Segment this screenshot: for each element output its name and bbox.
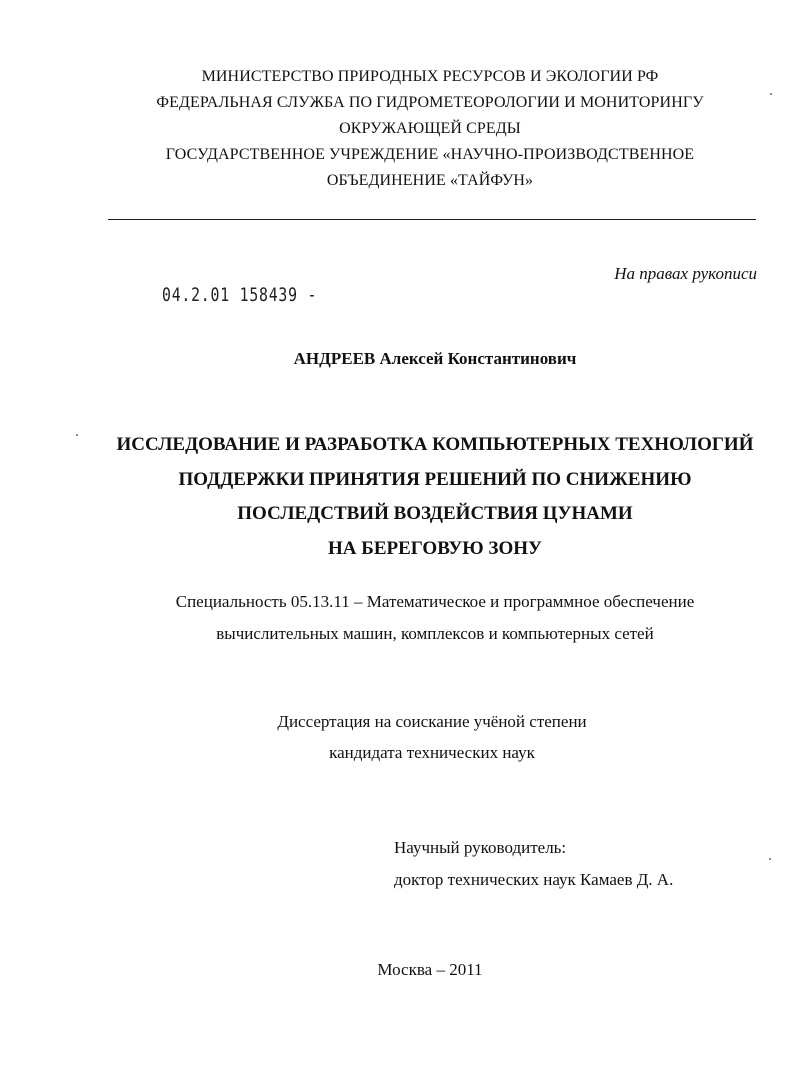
specialty (100, 586, 770, 650)
scan-speck (76, 434, 78, 436)
header-divider (108, 219, 756, 220)
org-line: ОБЪЕДИНЕНИЕ «ТАЙФУН» (326, 172, 534, 189)
title-line: НА БЕРЕГОВУЮ ЗОНУ (328, 537, 542, 559)
degree-statement (140, 706, 724, 768)
supervisor-block (394, 832, 673, 896)
specialty-line: вычислительных машин, комплексов и компьютерных сетей (216, 624, 654, 643)
scan-speck (770, 93, 772, 95)
supervisor-label: Научный руководитель: (394, 838, 567, 857)
author-name: АНДРЕЕВ Алексей Константинович (293, 349, 577, 368)
degree-line: Диссертация на соискание учёной степени (277, 712, 587, 731)
title-line: ИССЛЕДОВАНИЕ И РАЗРАБОТКА КОМПЬЮТЕРНЫХ ТЕХНОЛОГИЙ (116, 434, 754, 455)
degree-line: кандидата технических наук (329, 743, 535, 762)
registration-stamp: 04.2.01 158439 - (162, 284, 318, 306)
org-line: МИНИСТЕРСТВО ПРИРОДНЫХ РЕСУРСОВ И ЭКОЛОГИИ РФ (201, 68, 659, 85)
specialty-line: Специальность 05.13.11 – Математическое и программное обеспечение (175, 592, 695, 611)
city-year: Москва – 2011 (377, 960, 483, 979)
org-line: ГОСУДАРСТВЕННОЕ УЧРЕЖДЕНИЕ «НАУЧНО-ПРОИЗВОДСТВЕННОЕ (165, 146, 695, 163)
organization-header (100, 64, 760, 194)
scan-speck (769, 858, 771, 860)
title-line: ПОСЛЕДСТВИЙ ВОЗДЕЙСТВИЯ ЦУНАМИ (237, 503, 633, 524)
supervisor-name: доктор технических наук Камаев Д. А. (394, 870, 674, 889)
rights-note: На правах рукописи (614, 264, 757, 283)
dissertation-title (90, 428, 780, 566)
org-line: ОКРУЖАЮЩЕЙ СРЕДЫ (339, 120, 521, 137)
org-line: ФЕДЕРАЛЬНАЯ СЛУЖБА ПО ГИДРОМЕТЕОРОЛОГИИ И МОНИТОРИНГУ (156, 94, 704, 111)
title-line: ПОДДЕРЖКИ ПРИНЯТИЯ РЕШЕНИЙ ПО СНИЖЕНИЮ (178, 468, 692, 490)
